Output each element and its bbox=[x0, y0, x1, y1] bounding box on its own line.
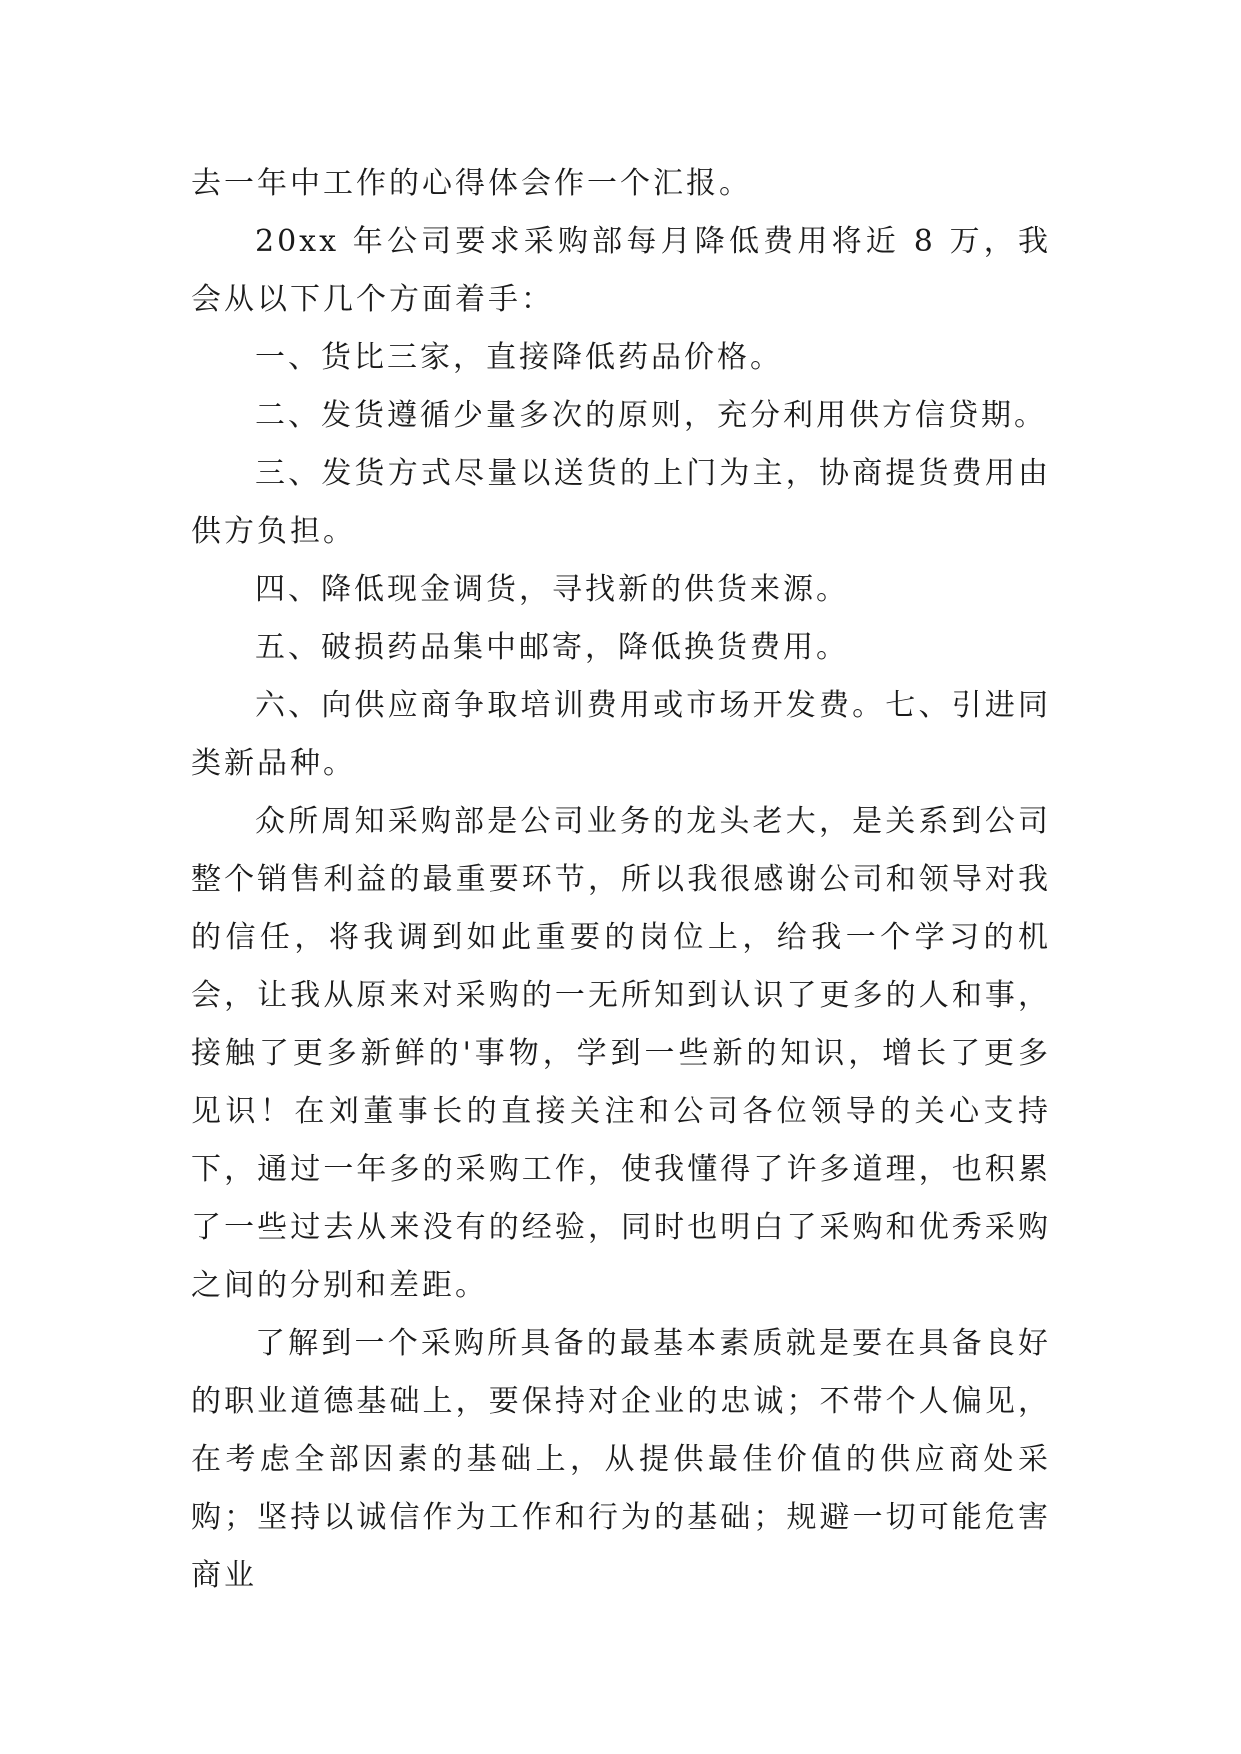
document-body bbox=[191, 155, 1051, 1605]
paragraph-5: 三、发货方式尽量以送货的上门为主，协商提货费用由供方负担。 bbox=[191, 456, 1051, 549]
paragraph-8: 六、向供应商争取培训费用或市场开发费。七、引进同类新品种。 bbox=[191, 688, 1051, 781]
paragraph-4: 二、发货遵循少量多次的原则，充分利用供方信贷期。 bbox=[255, 398, 1047, 433]
paragraph-7: 五、破损药品集中邮寄，降低换货费用。 bbox=[255, 630, 849, 665]
paragraph-6: 四、降低现金调货，寻找新的供货来源。 bbox=[255, 572, 849, 607]
paragraph-10: 了解到一个采购所具备的最基本素质就是要在具备良好的职业道德基础上，要保持对企业的忠诚；不带个人偏见，在考虑全部因素的基础上，从提供最佳价值的供应商处采购；坚持以诚信作为工作和行为的基础；规避一切可能危害商业 bbox=[191, 1326, 1051, 1593]
paragraph-2: 20xx 年公司要求采购部每月降低费用将近 8 万，我会从以下几个方面着手： bbox=[191, 224, 1051, 317]
paragraph-3: 一、货比三家，直接降低药品价格。 bbox=[255, 340, 783, 375]
paragraph-9: 众所周知采购部是公司业务的龙头老大，是关系到公司整个销售利益的最重要环节，所以我很感谢公司和领导对我的信任，将我调到如此重要的岗位上，给我一个学习的机会，让我从原来对采购的一无所知到认识了更多的人和事，接触了更多新鲜的'事物，学到一些新的知识，增长了更多见识！在刘董事长的直接关注和公司各位领导的关心支持下，通过一年多的采购工作，使我懂得了许多道理，也积累了一些过去从来没有的经验，同时也明白了采购和优秀采购之间的分别和差距。 bbox=[191, 804, 1051, 1303]
paragraph-1: 去一年中工作的心得体会作一个汇报。 bbox=[191, 166, 752, 201]
